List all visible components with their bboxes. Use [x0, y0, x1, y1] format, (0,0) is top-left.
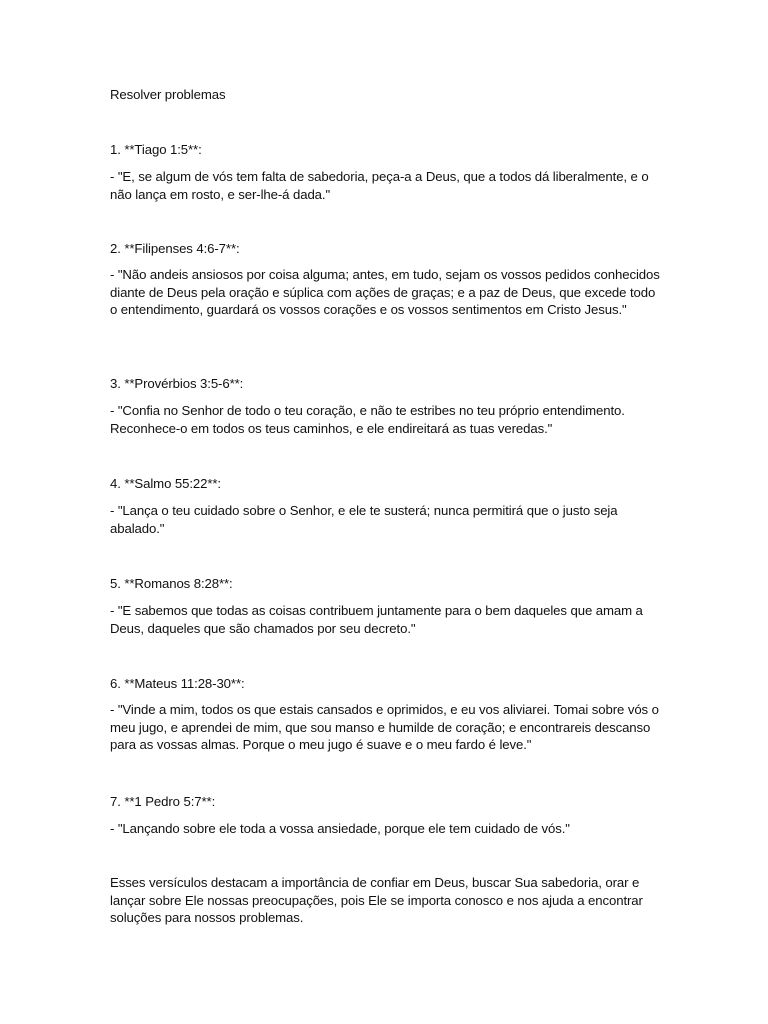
verse-4-heading: 4. **Salmo 55:22**: — [110, 476, 221, 491]
verse-6-heading: 6. **Mateus 11:28-30**: — [110, 676, 245, 691]
verse-1-heading: 1. **Tiago 1:5**: — [110, 142, 202, 157]
verse-3-quote: - "Confia no Senhor de todo o teu coração, e não te estribes no teu próprio entendimento. Reconhece-o em todos os teus caminhos, e ele endireitará as tuas veredas." — [110, 403, 625, 436]
verse-2-heading: 2. **Filipenses 4:6-7**: — [110, 241, 240, 256]
verse-1-quote: - "E, se algum de vós tem falta de sabedoria, peça-a a Deus, que a todos dá liberalmente, e o não lança em rosto, e ser-lhe-á dada." — [110, 169, 649, 202]
verse-7-heading: 7. **1 Pedro 5:7**: — [110, 794, 216, 809]
verse-2-quote: - "Não andeis ansiosos por coisa alguma; antes, em tudo, sejam os vossos pedidos conhecidos diante de Deus pela oração e súplica com ações de graças; e a paz de Deus, que excede todo o entendimento, guardará os vossos corações e os vossos sentimentos em Cristo Jesus." — [110, 267, 660, 317]
verse-5-quote: - "E sabemos que todas as coisas contribuem juntamente para o bem daqueles que amam a Deus, daqueles que são chamados por seu decreto." — [110, 603, 643, 636]
verse-6-quote: - "Vinde a mim, todos os que estais cansados e oprimidos, e eu vos aliviarei. Tomai sobre vós o meu jugo, e aprendei de mim, que sou manso e humilde de coração; e encontrareis descanso para as vossas almas. Porque o meu jugo é suave e o meu fardo é leve." — [110, 702, 659, 752]
conclusion-paragraph: Esses versículos destacam a importância de confiar em Deus, buscar Sua sabedoria, orar e lançar sobre Ele nossas preocupações, pois Ele se importa conosco e nos ajuda a encontrar soluções para nossos problemas. — [110, 875, 643, 925]
verse-7-quote: - "Lançando sobre ele toda a vossa ansiedade, porque ele tem cuidado de vós." — [110, 821, 570, 836]
verse-4-quote: - "Lança o teu cuidado sobre o Senhor, e ele te susterá; nunca permitirá que o justo seja abalado." — [110, 503, 618, 536]
verse-3-heading: 3. **Provérbios 3:5-6**: — [110, 376, 244, 391]
verse-5-heading: 5. **Romanos 8:28**: — [110, 576, 233, 591]
document-title: Resolver problemas — [110, 87, 226, 102]
